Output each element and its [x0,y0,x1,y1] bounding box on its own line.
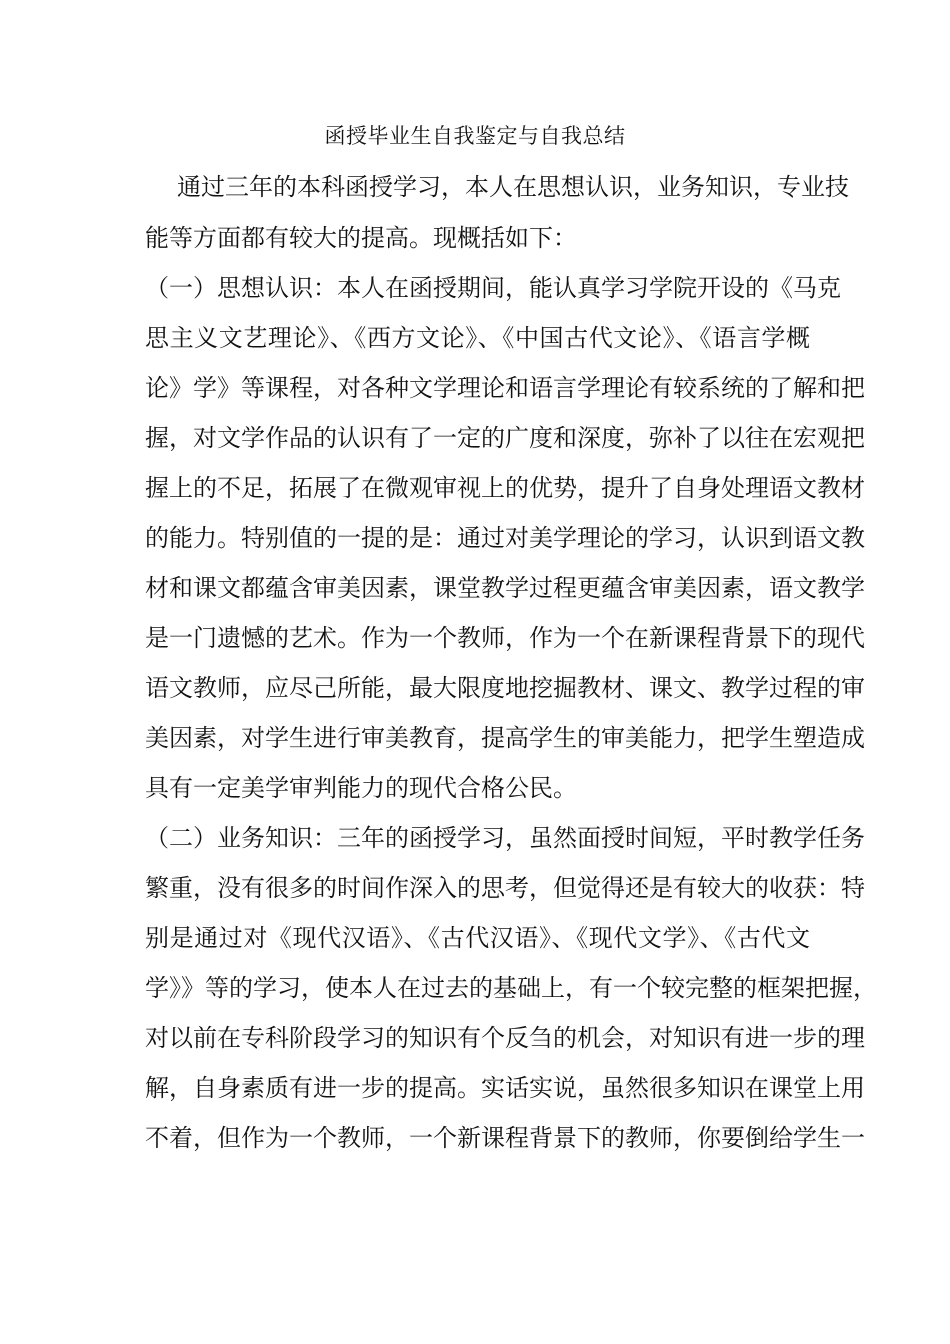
paragraph-line: 思主义文艺理论》、《西方文论》、《中国古代文论》、《语言学概 [145,324,810,352]
paragraph-line: 具有一定美学审判能力的现代合格公民。 [145,774,577,802]
paragraph-line: 对以前在专科阶段学习的知识有个反刍的机会，对知识有进一步的理 [145,1024,865,1052]
paragraph-line: 语文教师，应尽己所能，最大限度地挖掘教材、课文、教学过程的审 [145,674,865,702]
paragraph-line: 学》》等的学习，使本人在过去的基础上，有一个较完整的框架把握， [145,974,877,1002]
paragraph-line: （二）业务知识：三年的函授学习，虽然面授时间短，平时教学任务 [145,824,865,852]
paragraph-line: 握，对文学作品的认识有了一定的广度和深度，弥补了以往在宏观把 [145,424,865,452]
paragraph-line: 解，自身素质有进一步的提高。实话实说，虽然很多知识在课堂上用 [145,1074,865,1102]
paragraph-line: 美因素，对学生进行审美教育，提高学生的审美能力，把学生塑造成 [145,724,865,752]
paragraph-line: 通过三年的本科函授学习，本人在思想认识，业务知识，专业技 [177,173,849,201]
paragraph-line: （一）思想认识：本人在函授期间，能认真学习学院开设的《马克 [145,274,841,302]
paragraph-line: 不着，但作为一个教师，一个新课程背景下的教师，你要倒给学生一 [145,1124,865,1152]
paragraph-line: 握上的不足，拓展了在微观审视上的优势，提升了自身处理语文教材 [145,474,865,502]
paragraph-line: 能等方面都有较大的提高。现概括如下： [145,224,577,252]
document-title: 函授毕业生自我鉴定与自我总结 [324,124,626,148]
paragraph-line: 是一门遗憾的艺术。作为一个教师，作为一个在新课程背景下的现代 [145,624,865,652]
paragraph-line: 论》学》等课程，对各种文学理论和语言学理论有较系统的了解和把 [145,374,865,402]
paragraph-line: 繁重，没有很多的时间作深入的思考，但觉得还是有较大的收获：特 [145,874,865,902]
paragraph-line: 的能力。特别值的一提的是：通过对美学理论的学习，认识到语文教 [145,524,865,552]
paragraph-line: 别是通过对《现代汉语》、《古代汉语》、《现代文学》、《古代文 [145,924,810,952]
paragraph-line: 材和课文都蕴含审美因素，课堂教学过程更蕴含审美因素，语文教学 [145,574,865,602]
